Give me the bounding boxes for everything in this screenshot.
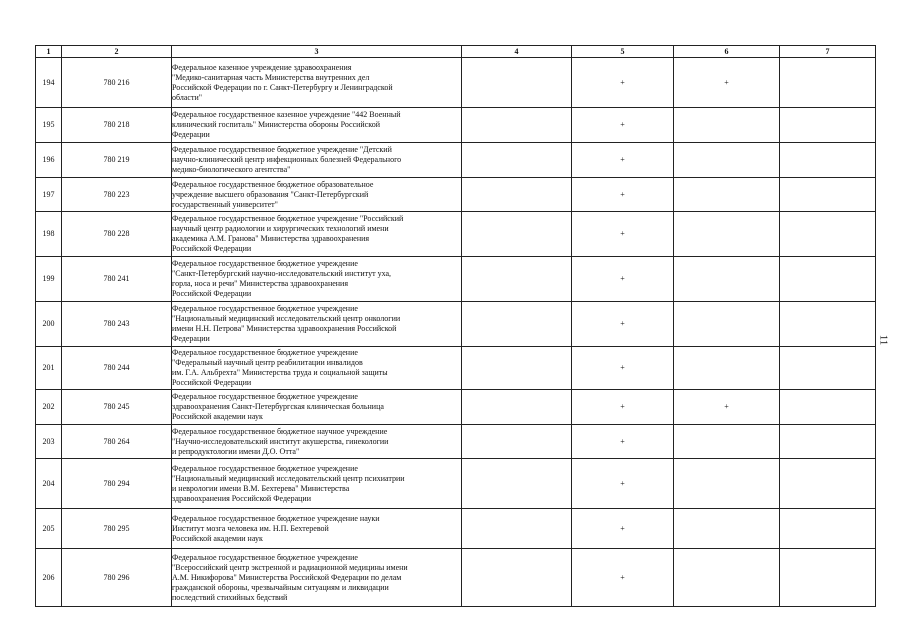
row-number: 200: [36, 302, 62, 347]
table-row: [36, 549, 876, 607]
row-col5-mark: +: [572, 425, 674, 459]
row-code: 780 241: [62, 257, 172, 302]
column-header: 7: [780, 46, 876, 58]
table-row: [36, 178, 876, 212]
row-code: 780 264: [62, 425, 172, 459]
row-col4: [462, 347, 572, 390]
table-row: [36, 302, 876, 347]
row-code: 780 295: [62, 509, 172, 549]
row-col5-mark: +: [572, 143, 674, 178]
row-code: 780 223: [62, 178, 172, 212]
row-col5-mark: +: [572, 509, 674, 549]
row-col5-mark: +: [572, 347, 674, 390]
row-col6-mark: +: [674, 390, 780, 425]
row-col4: [462, 425, 572, 459]
column-header: 2: [62, 46, 172, 58]
row-organization-name: Федеральное государственное бюджетное учреждение "Детский научно-клинический центр инфекционных болезней Федерального медико-биологического агентства": [172, 143, 462, 178]
row-number: 203: [36, 425, 62, 459]
row-col4: [462, 178, 572, 212]
table-row: [36, 143, 876, 178]
row-organization-name: Федеральное государственное бюджетное учреждение здравоохранения Санкт-Петербургская клиническая больница Российской академии наук: [172, 390, 462, 425]
row-code: 780 216: [62, 58, 172, 108]
column-header: 6: [674, 46, 780, 58]
row-col4: [462, 212, 572, 257]
row-col7: [780, 509, 876, 549]
row-organization-name: Федеральное государственное бюджетное научное учреждение "Научно-исследовательский институт акушерства, гинекологии и репродуктологии имени Д.О. Отта": [172, 425, 462, 459]
row-col6-mark: [674, 108, 780, 143]
row-col5-mark: +: [572, 108, 674, 143]
row-col6-mark: [674, 549, 780, 607]
row-number: 194: [36, 58, 62, 108]
row-organization-name: Федеральное государственное бюджетное учреждение "Федеральный научный центр реабилитации инвалидов им. Г.А. Альбрехта" Министерства труда и социальной защиты Российской Федерации: [172, 347, 462, 390]
row-organization-name: Федеральное государственное казенное учреждение "442 Военный клинический госпиталь" Министерства обороны Российской Федерации: [172, 108, 462, 143]
row-number: 201: [36, 347, 62, 390]
row-col7: [780, 257, 876, 302]
row-col6-mark: [674, 302, 780, 347]
header-row: [36, 46, 876, 58]
row-col5-mark: +: [572, 212, 674, 257]
row-organization-name: Федеральное государственное бюджетное учреждение "Санкт-Петербургский научно-исследовательский институт уха, горла, носа и речи" Министерства здравоохранения Российской Федерации: [172, 257, 462, 302]
page-number: 11: [877, 334, 890, 346]
row-code: 780 245: [62, 390, 172, 425]
row-organization-name: Федеральное государственное бюджетное образовательное учреждение высшего образования "Санкт-Петербургский государственный университет": [172, 178, 462, 212]
row-col5-mark: +: [572, 549, 674, 607]
row-col7: [780, 302, 876, 347]
table-row: [36, 58, 876, 108]
row-organization-name: Федеральное казенное учреждение здравоохранения "Медико-санитарная часть Министерства внутренних дел Российской Федерации по г. Санкт-Петербургу и Ленинградской области": [172, 58, 462, 108]
row-code: 780 219: [62, 143, 172, 178]
row-code: 780 228: [62, 212, 172, 257]
table-row: [36, 347, 876, 390]
row-col6-mark: [674, 143, 780, 178]
column-header: 1: [36, 46, 62, 58]
row-col4: [462, 108, 572, 143]
row-col6-mark: [674, 257, 780, 302]
row-col4: [462, 58, 572, 108]
row-col7: [780, 58, 876, 108]
table-row: [36, 212, 876, 257]
row-col4: [462, 302, 572, 347]
registry-table: [35, 45, 876, 607]
row-number: 198: [36, 212, 62, 257]
row-col6-mark: [674, 509, 780, 549]
row-col4: [462, 143, 572, 178]
row-col5-mark: +: [572, 459, 674, 509]
table-row: [36, 425, 876, 459]
row-col4: [462, 509, 572, 549]
row-col7: [780, 459, 876, 509]
row-organization-name: Федеральное государственное бюджетное учреждение "Российский научный центр радиологии и хирургических технологий имени академика А.М. Гранова" Министерства здравоохранения Российской Федерации: [172, 212, 462, 257]
table-row: [36, 257, 876, 302]
column-header: 3: [172, 46, 462, 58]
row-number: 195: [36, 108, 62, 143]
row-col6-mark: [674, 347, 780, 390]
row-code: 780 294: [62, 459, 172, 509]
row-col7: [780, 178, 876, 212]
row-col4: [462, 459, 572, 509]
row-code: 780 244: [62, 347, 172, 390]
row-col7: [780, 390, 876, 425]
row-number: 196: [36, 143, 62, 178]
row-col7: [780, 347, 876, 390]
row-number: 206: [36, 549, 62, 607]
row-col7: [780, 108, 876, 143]
row-col4: [462, 390, 572, 425]
row-number: 197: [36, 178, 62, 212]
row-number: 204: [36, 459, 62, 509]
row-organization-name: Федеральное государственное бюджетное учреждение "Национальный медицинский исследовательский центр онкологии имени Н.Н. Петрова" Министерства здравоохранения Российской Федерации: [172, 302, 462, 347]
row-number: 199: [36, 257, 62, 302]
row-col5-mark: +: [572, 178, 674, 212]
table-row: [36, 390, 876, 425]
row-number: 205: [36, 509, 62, 549]
row-col6-mark: [674, 459, 780, 509]
row-col7: [780, 143, 876, 178]
row-col4: [462, 549, 572, 607]
table-row: [36, 509, 876, 549]
column-header: 4: [462, 46, 572, 58]
row-number: 202: [36, 390, 62, 425]
row-col6-mark: [674, 425, 780, 459]
row-col6-mark: [674, 178, 780, 212]
row-col7: [780, 425, 876, 459]
row-col5-mark: +: [572, 257, 674, 302]
row-code: 780 243: [62, 302, 172, 347]
row-col5-mark: +: [572, 58, 674, 108]
row-col7: [780, 212, 876, 257]
row-col5-mark: +: [572, 302, 674, 347]
table-row: [36, 108, 876, 143]
row-code: 780 218: [62, 108, 172, 143]
column-header: 5: [572, 46, 674, 58]
table-row: [36, 459, 876, 509]
row-organization-name: Федеральное государственное бюджетное учреждение "Национальный медицинский исследовательский центр психиатрии и неврологии имени В.М. Бехтерева" Министерства здравоохранения Российской Федерации: [172, 459, 462, 509]
row-col4: [462, 257, 572, 302]
row-col6-mark: [674, 212, 780, 257]
row-col7: [780, 549, 876, 607]
row-organization-name: Федеральное государственное бюджетное учреждение науки Институт мозга человека им. Н.П. Бехтеревой Российской академии наук: [172, 509, 462, 549]
row-code: 780 296: [62, 549, 172, 607]
row-col6-mark: +: [674, 58, 780, 108]
row-col5-mark: +: [572, 390, 674, 425]
row-organization-name: Федеральное государственное бюджетное учреждение "Всероссийский центр экстренной и радиационной медицины имени А.М. Никифорова" Министерства Российской Федерации по делам гражданской обороны, чрезвычайным ситуациям и ликвидации последствий стихийных бедствий: [172, 549, 462, 607]
